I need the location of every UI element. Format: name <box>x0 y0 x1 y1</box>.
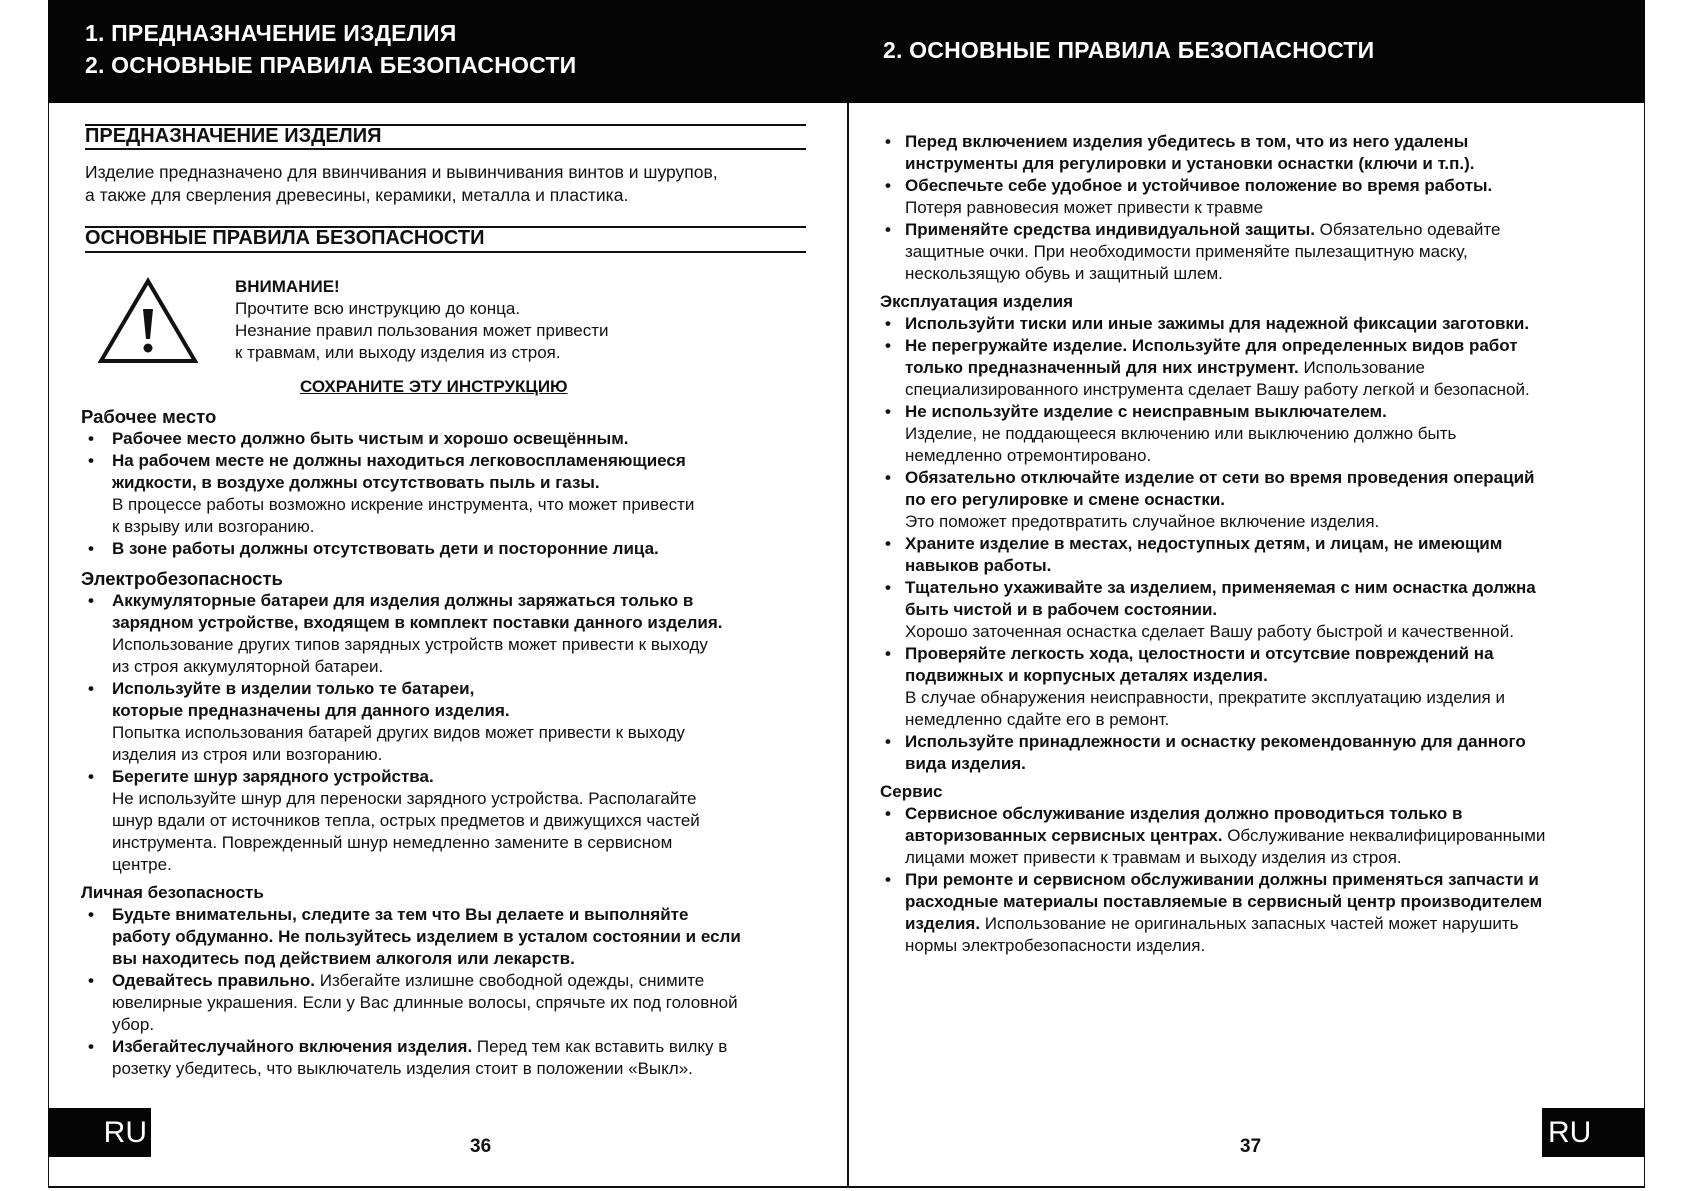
bullet-icon: • <box>88 1037 94 1056</box>
rule-line <box>81 948 741 970</box>
rule-line <box>880 489 1545 511</box>
rule-line <box>880 197 1545 219</box>
rule-bold-text: Обеспечьте себе удобное и устойчивое положение во время работы. <box>905 176 1493 195</box>
rule-text: Хорошо заточенная оснастка сделает Вашу работу быстрой и качественной. <box>905 622 1514 641</box>
rule-item <box>81 766 741 876</box>
rule-item <box>81 970 741 1036</box>
rule-text: Перед тем как вставить вилку в <box>472 1037 728 1056</box>
rule <box>85 251 806 253</box>
rule-text: В случае обнаружения неисправности, прекратите эксплуатацию изделия и <box>905 688 1505 707</box>
rule-bold-text: подвижных и корпусных деталях изделия. <box>905 666 1268 685</box>
rule-item <box>880 803 1545 869</box>
rule-bold-text: Обязательно отключайте изделие от сети во время проведения операций <box>905 468 1535 487</box>
rule-text: инструмента. Поврежденный шнур немедленно замените в сервисном <box>112 833 673 852</box>
rule-bold-text: Не перегружайте изделие. Используйте для определенных видов работ <box>905 336 1518 355</box>
rule-line <box>880 891 1545 913</box>
warning-line: к травмам, или выходу изделия из строя. <box>235 343 561 362</box>
rule-line <box>81 1036 741 1058</box>
rule-text: В процессе работы возможно искрение инструмента, что может привести <box>112 495 695 514</box>
warning-line: Незнание правил пользования может привести <box>235 321 609 340</box>
rule-bold-text: Используйте принадлежности и оснастку рекомендованную для данного <box>905 732 1526 751</box>
page-number-left: 36 <box>470 1136 492 1157</box>
rule-line <box>81 656 741 678</box>
rule-text: защитные очки. При необходимости применяйте пылезащитную маску, <box>905 242 1468 261</box>
rule-line <box>81 766 741 788</box>
rule-line <box>880 665 1545 687</box>
safety-heading: ОСНОВНЫЕ ПРАВИЛА БЕЗОПАСНОСТИ <box>85 227 485 249</box>
rule-line <box>81 722 741 744</box>
bullet-icon: • <box>88 679 94 698</box>
rule-line <box>81 744 741 766</box>
rule-text: немедленно отремонтировано. <box>905 446 1152 465</box>
rule-line <box>880 709 1545 731</box>
rule-line <box>880 847 1545 869</box>
rule-item <box>81 590 741 678</box>
bullet-icon: • <box>88 429 94 448</box>
rule-line <box>880 555 1545 577</box>
rule-line <box>81 678 741 700</box>
bullet-icon: • <box>885 870 891 889</box>
bullet-icon: • <box>885 578 891 597</box>
rule-text: Избегайте излишне свободной одежды, снимите <box>315 971 705 990</box>
rule-text: Обслуживание неквалифицированными <box>1222 826 1546 845</box>
rule-text: Это поможет предотвратить случайное включение изделия. <box>905 512 1380 531</box>
rule-line <box>880 401 1545 423</box>
rule-item <box>880 533 1545 577</box>
rule-text: Обязательно одевайте <box>1314 220 1501 239</box>
rule-bold-text: Сервисное обслуживание изделия должно проводиться только в <box>905 804 1463 823</box>
rule-bold-text: авторизованных сервисных центрах. <box>905 826 1223 845</box>
rule-line <box>81 904 741 926</box>
rule-line <box>880 803 1545 825</box>
rule-line <box>880 687 1545 709</box>
bullet-icon: • <box>88 905 94 924</box>
rule-bold-text: Берегите шнур зарядного устройства. <box>112 767 434 786</box>
rule-line <box>880 511 1545 533</box>
section-heading: Рабочее место <box>81 406 217 427</box>
rule-line <box>880 357 1545 379</box>
rule-text: убор. <box>112 1015 155 1034</box>
bullet-icon: • <box>88 971 94 990</box>
rule-text: изделия из строя или возгоранию. <box>112 745 383 764</box>
rule-bold-text: навыков работы. <box>905 556 1052 575</box>
rule-line <box>81 1014 741 1036</box>
rule-text: из строя аккумуляторной батареи. <box>112 657 384 676</box>
rule-bold-text: Избегайтеслучайного включения изделия. <box>112 1037 473 1056</box>
rule-line <box>880 599 1545 621</box>
rule-text: ювелирные украшения. Если у Вас длинные волосы, спрячьте их под головной <box>112 993 738 1012</box>
rule-line <box>81 810 741 832</box>
rule-line <box>880 913 1545 935</box>
rule-line <box>880 753 1545 775</box>
rule-text: розетку убедитесь, что выключатель изделия стоит в положении «Выкл». <box>112 1059 693 1078</box>
left-rules-column <box>81 406 741 1080</box>
rule-line <box>880 313 1545 335</box>
rule-text: Не используйте шнур для переноски зарядного устройства. Располагайте <box>112 789 697 808</box>
bullet-icon: • <box>88 539 94 558</box>
warning-triangle-icon <box>97 277 199 365</box>
purpose-heading: ПРЕДНАЗНАЧЕНИЕ ИЗДЕЛИЯ <box>85 125 382 147</box>
rule-line <box>880 379 1545 401</box>
bullet-icon: • <box>885 176 891 195</box>
rule-line <box>81 788 741 810</box>
rule-line <box>81 538 741 560</box>
bullet-icon: • <box>88 451 94 470</box>
purpose-line: Изделие предназначено для ввинчивания и вывинчивания винтов и шурупов, <box>85 162 718 182</box>
rule-line <box>880 935 1545 957</box>
rule-item <box>81 538 741 560</box>
rule-item <box>880 335 1545 401</box>
rule-text: нормы электробезопасности изделия. <box>905 936 1206 955</box>
bullet-icon: • <box>885 804 891 823</box>
rule-bold-text: Используйти тиски или иные зажимы для надежной фиксации заготовки. <box>905 314 1530 333</box>
rule-bold-text: Применяйте средства индивидуальной защиты. <box>905 220 1315 239</box>
rule-text: Попытка использования батарей других видов может привести к выходу <box>112 723 685 742</box>
bullet-icon: • <box>885 402 891 421</box>
left-header-title-1: 1. ПРЕДНАЗНАЧЕНИЕ ИЗДЕЛИЯ <box>85 20 457 46</box>
rule-line <box>880 731 1545 753</box>
save-instructions-notice: СОХРАНИТЕ ЭТУ ИНСТРУКЦИЮ <box>300 377 568 396</box>
rule-line <box>880 335 1545 357</box>
rule-bold-text: Тщательно ухаживайте за изделием, применяемая с ним оснастка должна <box>905 578 1536 597</box>
rule-bold-text: Проверяйте легкость хода, целостности и отсутсвие повреждений на <box>905 644 1494 663</box>
language-code: RU <box>103 1116 147 1149</box>
rule-bold-text: изделия. <box>905 914 981 933</box>
rule-text: немедленно сдайте его в ремонт. <box>905 710 1170 729</box>
rule-item <box>81 428 741 450</box>
rule-bold-text: В зоне работы должны отсутствовать дети и посторонние лица. <box>112 539 659 558</box>
rule-bold-text: жидкости, в воздухе должны отсутствовать пыль и газы. <box>112 473 600 492</box>
rule-line <box>81 450 741 472</box>
rule-line <box>880 175 1545 197</box>
rule-item <box>81 904 741 970</box>
rule-line <box>81 428 741 450</box>
section-heading: Сервис <box>880 782 943 801</box>
rule-bold-text: только предназначенный для них инструмент. <box>905 358 1299 377</box>
rule-bold-text: Будьте внимательны, следите за тем что Вы делаете и выполняйте <box>112 905 689 924</box>
rule-text: Использование не оригинальных запасных частей может нарушить <box>980 914 1519 933</box>
warning-title: ВНИМАНИЕ! <box>235 277 340 296</box>
rule-line <box>880 643 1545 665</box>
rule-line <box>81 700 741 722</box>
rule-text: центре. <box>112 855 172 874</box>
rule-bold-text: которые предназначены для данного изделия. <box>112 701 510 720</box>
rule-line <box>81 926 741 948</box>
rule-item <box>81 1036 741 1080</box>
rule-bold-text: Не используйте изделие с неисправным выключателем. <box>905 402 1387 421</box>
rule-bold-text: Перед включением изделия убедитесь в том, что из него удалены <box>905 132 1469 151</box>
bullet-icon: • <box>885 132 891 151</box>
section-heading: Личная безопасность <box>81 883 264 902</box>
bullet-icon: • <box>88 591 94 610</box>
rule-line <box>880 533 1545 555</box>
bullet-icon: • <box>885 644 891 663</box>
rule-item <box>880 577 1545 643</box>
rule-line <box>880 131 1545 153</box>
rule-line <box>880 263 1545 285</box>
rule-bold-text: вы находитесь под действием алкоголя или лекарств. <box>112 949 575 968</box>
language-code: RU <box>1548 1116 1592 1149</box>
right-header-title: 2. ОСНОВНЫЕ ПРАВИЛА БЕЗОПАСНОСТИ <box>883 37 1375 63</box>
rule-line <box>81 590 741 612</box>
rule-text: лицами может привести к травмам и выходу изделия из строя. <box>905 848 1402 867</box>
bullet-icon: • <box>885 314 891 333</box>
bullet-icon: • <box>88 767 94 786</box>
rule-bold-text: Храните изделие в местах, недоступных детям, и лицам, не имеющим <box>905 534 1503 553</box>
right-rules-column <box>880 131 1545 957</box>
bullet-icon: • <box>885 220 891 239</box>
bullet-icon: • <box>885 468 891 487</box>
rule-bold-text: Используйте в изделии только те батареи, <box>112 679 475 698</box>
rule-bold-text: быть чистой и в рабочем состоянии. <box>905 600 1218 619</box>
rule-item <box>880 131 1545 175</box>
rule-line <box>880 153 1545 175</box>
bullet-icon: • <box>885 534 891 553</box>
rule-item <box>880 869 1545 957</box>
rule-text: Изделие, не поддающееся включению или выключению должно быть <box>905 424 1457 443</box>
rule-line <box>880 241 1545 263</box>
bullet-icon: • <box>885 336 891 355</box>
language-badge-left <box>48 1108 151 1157</box>
rule-item <box>81 678 741 766</box>
section-heading: Электробезопасность <box>81 568 283 589</box>
rule-bold-text: Аккумуляторные батареи для изделия должны заряжаться только в <box>112 591 694 610</box>
rule-line <box>880 621 1545 643</box>
rule-bold-text: зарядном устройстве, входящем в комплект поставки данного изделия. <box>112 613 723 632</box>
rule-line <box>880 445 1545 467</box>
rule-text: Потеря равновесия может привести к травме <box>905 198 1264 217</box>
page-number-right: 37 <box>1240 1136 1262 1157</box>
rule-bold-text: На рабочем месте не должны находиться легковоспламеняющиеся <box>112 451 686 470</box>
rule-line <box>81 612 741 634</box>
rule-line <box>81 832 741 854</box>
rule-item <box>880 401 1545 467</box>
page-divider <box>847 0 849 1188</box>
rule-item <box>81 450 741 538</box>
rule-line <box>81 854 741 876</box>
rule-text: к взрыву или возгоранию. <box>112 517 315 536</box>
rule-text: Использование <box>1298 358 1425 377</box>
rule-line <box>81 970 741 992</box>
rule-text: шнур вдали от источников тепла, острых предметов и движущихся частей <box>112 811 700 830</box>
rule-bold-text: Одевайтесь правильно. <box>112 971 315 990</box>
rule-bold-text: по его регулировке и смене оснастки. <box>905 490 1226 509</box>
rule-line <box>880 869 1545 891</box>
rule-text: Использование других типов зарядных устройств может привести к выходу <box>112 635 708 654</box>
bullet-icon: • <box>885 732 891 751</box>
rule-item <box>880 313 1545 335</box>
rule-line <box>81 516 741 538</box>
language-badge-right <box>1542 1108 1645 1157</box>
purpose-line: а также для сверления древесины, керамики, металла и пластика. <box>85 185 629 205</box>
rule-bold-text: расходные материалы поставляемые в сервисный центр производителем <box>905 892 1543 911</box>
rule-bold-text: инструменты для регулировки и установки оснастки (ключи и т.п.). <box>905 154 1475 173</box>
rule-item <box>880 643 1545 731</box>
rule-item <box>880 175 1545 219</box>
purpose-text <box>85 161 718 207</box>
rule-text: специализированного инструмента сделает Вашу работу легкой и безопасной. <box>905 380 1530 399</box>
rule-item <box>880 467 1545 533</box>
rule-item <box>880 219 1545 285</box>
rule-line <box>880 577 1545 599</box>
rule-line <box>81 992 741 1014</box>
rule-line <box>880 219 1545 241</box>
rule-line <box>81 1058 741 1080</box>
warning-line: Прочтите всю инструкцию до конца. <box>235 299 521 318</box>
rule-line <box>880 423 1545 445</box>
rule-bold-text: работу обдуманно. Не пользуйтесь изделием в усталом состоянии и если <box>112 927 741 946</box>
rule-line <box>880 467 1545 489</box>
rule-bold-text: При ремонте и сервисном обслуживании должны применяться запчасти и <box>905 870 1539 889</box>
rule-bold-text: Рабочее место должно быть чистым и хорошо освещённым. <box>112 429 629 448</box>
rule-bold-text: вида изделия. <box>905 754 1026 773</box>
rule-item <box>880 731 1545 775</box>
warning-block <box>235 276 609 364</box>
rule-line <box>880 825 1545 847</box>
rule-line <box>81 634 741 656</box>
rule-text: нескользящую обувь и защитный шлем. <box>905 264 1223 283</box>
rule <box>85 148 806 150</box>
rule-line <box>81 472 741 494</box>
section-heading: Эксплуатация изделия <box>880 292 1074 311</box>
left-header-title-2: 2. ОСНОВНЫЕ ПРАВИЛА БЕЗОПАСНОСТИ <box>85 52 577 78</box>
rule-line <box>81 494 741 516</box>
